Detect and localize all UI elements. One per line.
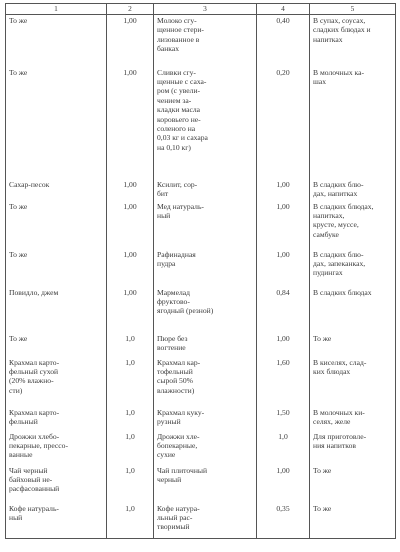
usage-cell: То же <box>310 465 396 503</box>
replacement-product-cell: Молоко сгу- щенное стери- лизованное в банках <box>154 15 257 67</box>
table-header-row <box>6 4 396 15</box>
table-row <box>6 15 396 67</box>
header-cell-5: 5 <box>310 4 396 15</box>
replacement-product-cell: Кофе натура- льный рас- творимый <box>154 503 257 539</box>
quantity-cell: 1,0 <box>107 503 154 539</box>
quantity-cell: 1,00 <box>107 249 154 287</box>
header-cell-4: 4 <box>257 4 310 15</box>
quantity-cell: 1,00 <box>107 201 154 249</box>
table-row <box>6 179 396 201</box>
replacement-product-cell: Пюре без вогтение <box>154 333 257 357</box>
table-row <box>6 67 396 179</box>
equivalent-cell: 1,00 <box>257 201 310 249</box>
equivalent-cell: 0,40 <box>257 15 310 67</box>
usage-cell: То же <box>310 333 396 357</box>
header-cell-3: 3 <box>154 4 257 15</box>
usage-cell: То же <box>310 503 396 539</box>
replaced-product-cell: То же <box>6 333 107 357</box>
equivalent-cell: 1,50 <box>257 407 310 431</box>
equivalent-cell: 1,00 <box>257 333 310 357</box>
replaced-product-cell: То же <box>6 201 107 249</box>
table-row <box>6 465 396 503</box>
replaced-product-cell: Повидло, джем <box>6 287 107 333</box>
replaced-product-cell: То же <box>6 249 107 287</box>
quantity-cell: 1,00 <box>107 67 154 179</box>
equivalent-cell: 1,0 <box>257 431 310 465</box>
replaced-product-cell: Кофе натураль- ный <box>6 503 107 539</box>
table-row <box>6 333 396 357</box>
quantity-cell: 1,0 <box>107 465 154 503</box>
table-body <box>6 4 396 539</box>
substitution-table <box>5 3 396 539</box>
replaced-product-cell: Дрожжи хлебо- пекарные, прессо- ванные <box>6 431 107 465</box>
header-cell-2: 2 <box>107 4 154 15</box>
table-row <box>6 407 396 431</box>
equivalent-cell: 0,20 <box>257 67 310 179</box>
usage-cell: В супах, соусах, сладких блюдах и напитках <box>310 15 396 67</box>
equivalent-cell: 0,84 <box>257 287 310 333</box>
quantity-cell: 1,0 <box>107 333 154 357</box>
usage-cell: В сладких блюдах, напитках, крусте, муссе, самбуке <box>310 201 396 249</box>
usage-cell: Для приготовле- ния напитков <box>310 431 396 465</box>
replaced-product-cell: Крахмал карто- фельный сухой (20% влажно- сти) <box>6 357 107 407</box>
replacement-product-cell: Ксилит, сор- бит <box>154 179 257 201</box>
table-row <box>6 431 396 465</box>
replaced-product-cell: Чай черный байховый не- расфасованный <box>6 465 107 503</box>
usage-cell: В сладких блю- дах, напитках <box>310 179 396 201</box>
replacement-product-cell: Рафинадная пудра <box>154 249 257 287</box>
replaced-product-cell: Крахмал карто- фельный <box>6 407 107 431</box>
replacement-product-cell: Дрожжи хле- бопекарные, сухие <box>154 431 257 465</box>
replacement-product-cell: Крахмал кар- тофельный сырой 50% влажности) <box>154 357 257 407</box>
replacement-product-cell: Сливки сгу- щенные с саха- ром (с увели- чением за- кладки масла коровьего не- соленого на 0,03 кг и сахара на 0,10 кг) <box>154 67 257 179</box>
replacement-product-cell: Мед натураль- ный <box>154 201 257 249</box>
table-row <box>6 287 396 333</box>
equivalent-cell: 1,00 <box>257 249 310 287</box>
equivalent-cell: 1,00 <box>257 179 310 201</box>
quantity-cell: 1,00 <box>107 287 154 333</box>
replaced-product-cell: То же <box>6 67 107 179</box>
replaced-product-cell: Сахар-песок <box>6 179 107 201</box>
quantity-cell: 1,0 <box>107 407 154 431</box>
quantity-cell: 1,0 <box>107 431 154 465</box>
table-row <box>6 201 396 249</box>
equivalent-cell: 1,00 <box>257 465 310 503</box>
quantity-cell: 1,0 <box>107 357 154 407</box>
quantity-cell: 1,00 <box>107 15 154 67</box>
table-row <box>6 357 396 407</box>
usage-cell: В сладких блюдах <box>310 287 396 333</box>
replacement-product-cell: Чай плиточный черный <box>154 465 257 503</box>
replacement-product-cell: Мармелад фруктово- ягодный (резной) <box>154 287 257 333</box>
replaced-product-cell: То же <box>6 15 107 67</box>
usage-cell: В молочных ка- шах <box>310 67 396 179</box>
equivalent-cell: 1,60 <box>257 357 310 407</box>
quantity-cell: 1,00 <box>107 179 154 201</box>
usage-cell: В киселях, слад- ких блюдах <box>310 357 396 407</box>
equivalent-cell: 0,35 <box>257 503 310 539</box>
replacement-product-cell: Крахмал куку- рузный <box>154 407 257 431</box>
table-row <box>6 249 396 287</box>
header-cell-1: 1 <box>6 4 107 15</box>
table-row <box>6 503 396 539</box>
usage-cell: В сладких блю- дах, запеканках, пудингах <box>310 249 396 287</box>
usage-cell: В молочных ки- селях, желе <box>310 407 396 431</box>
